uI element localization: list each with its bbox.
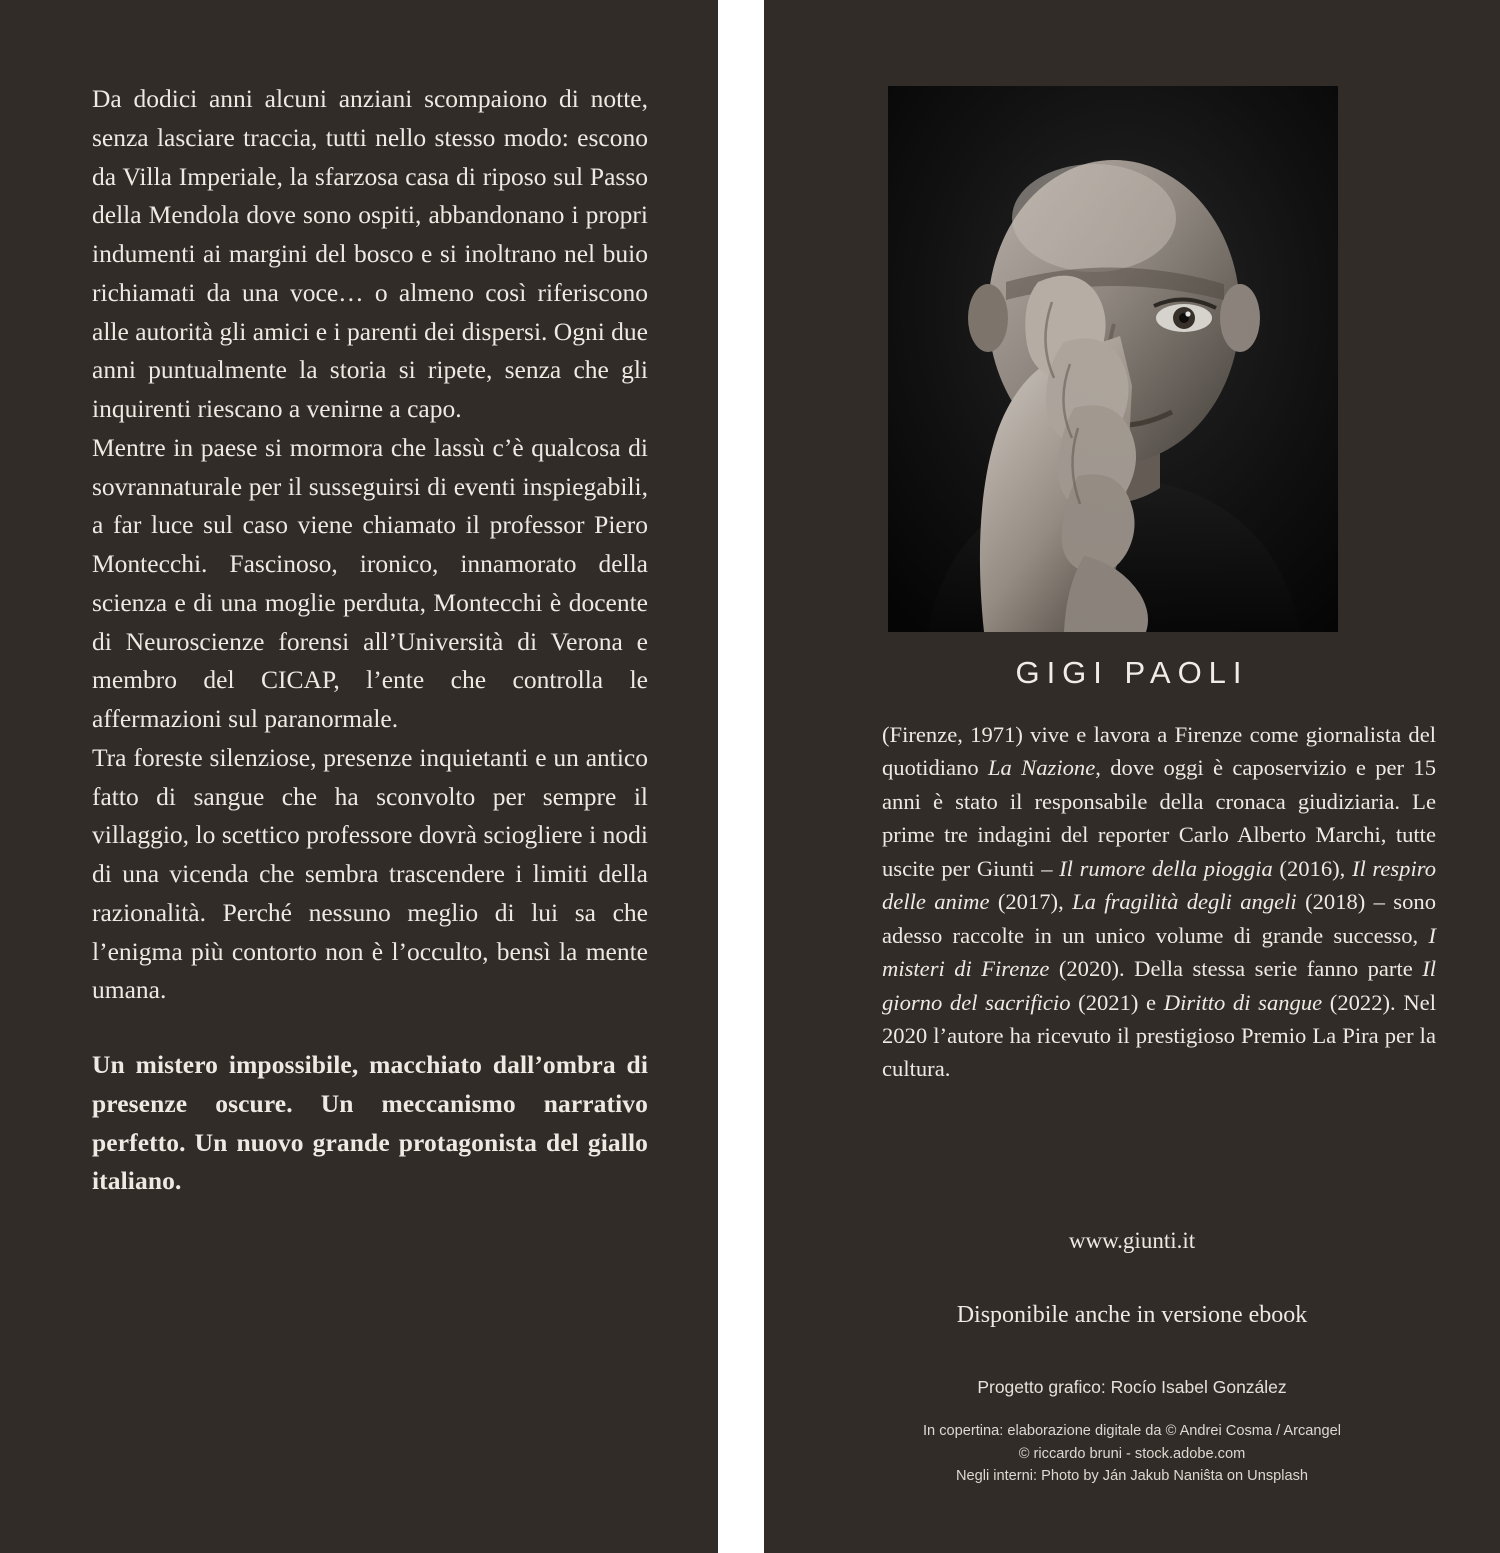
bio-text: (2017),	[989, 889, 1073, 915]
cover-credits	[764, 1420, 1500, 1488]
back-cover-panel	[0, 0, 718, 1553]
blurb-text-block	[92, 80, 648, 1201]
blurb-paragraph: Da dodici anni alcuni anziani scompaiono di notte, senza lasciare traccia, tutti nello stesso modo: escono da Villa Imperiale, la sfarzosa casa di riposo sul Passo della Mendola dove sono ospiti, abbandonano i propri indumenti ai margini del bosco e si inoltrano nel buio richiamati da una voce… o almeno così riferiscono alle autorità gli amici e i parenti dei dispersi. Ogni due anni puntualmente la storia si ripete, senza che gli inquirenti riescano a venirne a capo.	[92, 84, 648, 423]
cover-credit-line: In copertina: elaborazione digitale da © Andrei Cosma / Arcangel	[922, 1423, 1341, 1439]
bio-text: (2016),	[1272, 855, 1352, 881]
author-flap-panel	[764, 0, 1500, 1553]
bio-text: (2020). Della stessa serie fanno parte	[1049, 956, 1423, 982]
graphic-design-credit: Progetto grafico: Rocío Isabel González	[977, 1377, 1287, 1397]
bio-title: La fragilità degli angeli	[1072, 889, 1297, 915]
author-biography	[882, 718, 1436, 1086]
tagline-text: Un mistero impossibile, macchiato dall’ombra di presenze oscure. Un meccanismo narrativo perfetto. Un nuovo grande protagonista del giallo italiano.	[92, 1050, 648, 1196]
author-name: GIGI PAOLI	[1015, 655, 1249, 690]
bio-title: Il respiro delle anime	[882, 855, 1436, 915]
bio-title: Il giorno del sacrificio	[882, 956, 1437, 1015]
bio-text: (2021) e	[1070, 989, 1164, 1015]
blurb-paragraph: Mentre in paese si mormora che lassù c’è qualcosa di sovrannaturale per il susseguirsi di eventi inspiegabili, a far luce sul caso viene chiamato il professor Piero Montecchi. Fascinoso, ironico, innamorato della scienza e di una moglie perduta, Montecchi è docente di Neuroscienze forensi all’Università di Verona e membro del CICAP, l’ente che controlla le affermazioni sul paranormale.	[92, 432, 648, 733]
author-portrait-photo	[888, 86, 1338, 632]
bio-text: (2022). Nel 2020 l’autore ha ricevuto il prestigioso Premio La Pira per la cultura.	[882, 989, 1436, 1082]
bio-title: I misteri di Firenze	[882, 922, 1436, 982]
ebook-availability-note: Disponibile anche in versione ebook	[956, 1302, 1308, 1328]
bio-title: Il rumore della pioggia	[1059, 855, 1273, 881]
bio-title: La Nazione	[987, 755, 1096, 781]
publisher-website[interactable]: www.giunti.it	[1068, 1228, 1196, 1253]
bio-text: , dove oggi è caposervizio e per 15 anni è stato il responsabile della cronaca giudiziaria. Le prime tre indagini del reporter Carlo Alberto Marchi, tutte uscite per Giunti –	[882, 755, 1436, 881]
bio-text: (Firenze, 1971) vive e lavora a Firenze come giornalista del quotidiano	[882, 722, 1436, 781]
bio-text: (2018) – sono adesso raccolte in un unico volume di grande successo,	[882, 889, 1436, 948]
blurb-paragraph: Tra foreste silenziose, presenze inquietanti e un antico fatto di sangue che ha sconvolto per sempre il villaggio, lo scettico professore dovrà sciogliere i nodi di una vicenda che sembra trascendere i limiti della razionalità. Perché nessuno meglio di lui sa che l’enigma più contorto non è l’occulto, bensì la mente umana.	[92, 742, 648, 1005]
bio-title: Diritto di sangue	[1163, 989, 1323, 1015]
cover-credit-line: © riccardo bruni - stock.adobe.com	[1018, 1445, 1246, 1462]
cover-credit-line: Negli interni: Photo by Ján Jakub Naniŝta on Unsplash	[955, 1468, 1309, 1485]
panel-divider	[718, 0, 764, 1553]
